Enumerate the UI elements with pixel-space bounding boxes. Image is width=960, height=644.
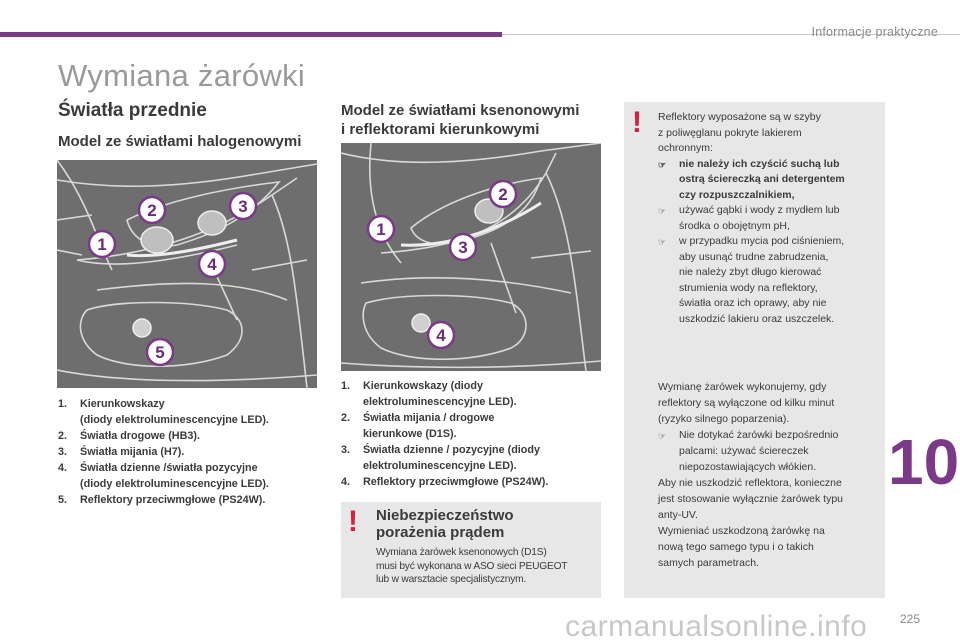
list-item: ☞ używać gąbki i wody z mydłem lub środka o obojętnym pH, (658, 203, 882, 234)
warning-title: Niebezpieczeństwo porażenia prądem (376, 507, 514, 541)
list-item: 3. Światła mijania (H7). (58, 446, 185, 458)
callout-4 (428, 322, 454, 348)
callout-1 (368, 216, 394, 242)
warning-icon: ! (632, 106, 642, 139)
callout-2 (139, 197, 165, 223)
callout-1 (89, 231, 115, 257)
list-item: 1. Kierunkowskazy (58, 398, 165, 410)
section-title: Informacje praktyczne (811, 25, 938, 39)
svg-text:4: 4 (207, 255, 217, 274)
list-item: (diody elektroluminescencyjne LED). (80, 478, 269, 490)
list-item: ☞ nie należy ich czyścić suchą lub ostrą ściereczką ani detergentem czy rozpuszczalnikiem, (658, 157, 882, 204)
watermark: carmanualsonline.info (565, 610, 868, 643)
pointing-hand-icon: ☞ (658, 159, 667, 170)
list-item: 2. Światła mijania / drogowe (341, 412, 495, 424)
svg-text:3: 3 (238, 197, 248, 216)
page-number: 225 (900, 612, 921, 626)
list-item: (diody elektroluminescencyjne LED). (80, 414, 269, 426)
list-item: 4. Reflektory przeciwmgłowe (PS24W). (341, 476, 549, 488)
list-item: ☞ Nie dotykać żarówki bezpośrednio palcami: używać ściereczek niepozostawiających włókien. (658, 429, 839, 473)
list-item: elektroluminescencyjne LED). (363, 396, 517, 408)
page-title: Wymiana żarówki (58, 58, 306, 93)
callout-3 (450, 234, 476, 260)
svg-text:4: 4 (436, 326, 446, 345)
xenon-heading-line2: i reflektorami kierunkowymi (341, 121, 540, 138)
pointing-hand-icon: ☞ (658, 237, 667, 247)
cleaning-instructions: Reflektory wyposażone są w szyby z poliwęglanu pokryte lakierem ochronnym: ☞ nie należy ich czyścić suchą lub ostrą ściereczką ani detergentem czy rozpuszczalnikiem, ☞ używać gąbki i wody z mydłem lub środka o obojętnym pH, ☞ w przypadku mycia pod ciśnieniem, aby usunąć trudne zabrudzenia, nie należy zbyt długo kierować strumienia wody na reflektory, światła oraz ich oprawy, aby nie uszkodzić lakieru oraz uszczelek. (658, 110, 882, 327)
halogen-heading: Model ze światłami halogenowymi (58, 133, 302, 150)
list-item: ☞ w przypadku mycia pod ciśnieniem, aby usunąć trudne zabrudzenia, nie należy zbyt długo kierować strumienia wody na reflektory, światła oraz ich oprawy, aby nie uszkodzić lakieru oraz uszczelek. (658, 234, 882, 327)
svg-text:3: 3 (458, 238, 468, 257)
list-item: elektroluminescencyjne LED). (363, 460, 517, 472)
list-item: 3. Światła dzienne / pozycyjne (diody (341, 444, 540, 456)
halogen-headlight-illustration (57, 160, 317, 388)
svg-text:5: 5 (155, 343, 165, 362)
xenon-headlight-drawing (341, 143, 601, 371)
front-lights-heading: Światła przednie (58, 100, 207, 121)
pointing-hand-icon: ☞ (658, 206, 667, 216)
halogen-headlight-drawing (57, 160, 317, 388)
warning-text: Wymiana żarówek ksenonowych (D1S) musi być wykonana w ASO sieci PEUGEOT lub w warsztacie specjalistycznym. (376, 547, 568, 585)
list-item: 1. Kierunkowskazy (diody (341, 380, 483, 392)
warning-icon: ! (348, 505, 358, 538)
list-item: 5. Reflektory przeciwmgłowe (PS24W). (58, 494, 266, 506)
callout-5 (147, 339, 173, 365)
xenon-heading-line1: Model ze światłami ksenonowymi (341, 102, 580, 119)
xenon-headlight-illustration (341, 143, 601, 371)
callout-3 (230, 193, 256, 219)
list-item: 2. Światła drogowe (HB3). (58, 430, 200, 442)
svg-text:1: 1 (97, 235, 107, 254)
svg-text:2: 2 (498, 185, 508, 204)
svg-text:1: 1 (376, 220, 386, 239)
xenon-bulb-list (341, 378, 611, 490)
list-item: 4. Światła dzienne /światła pozycyjne (58, 462, 258, 474)
pointing-hand-icon: ☞ (658, 431, 667, 441)
replacement-instructions: Wymianę żarówek wykonujemy, gdy reflektory są wyłączone od kilku minut (ryzyko silnego poparzenia). ☞ Nie dotykać żarówki bezpośrednio palcami: używać ściereczek niepozostawiających włókien. Aby nie uszkodzić reflektora, konieczne jest stosowanie wyłącznie żarówek typu anty-UV. Wymieniać uszkodzoną żarówkę na nową tego samego typu i o takich samych parametrach. (658, 379, 882, 571)
header-accent-bar (0, 32, 502, 37)
callout-4 (199, 251, 225, 277)
svg-text:2: 2 (147, 201, 157, 220)
halogen-bulb-list (58, 396, 328, 508)
xenon-heading (341, 101, 611, 139)
chapter-number: 10 (888, 426, 960, 498)
list-item: kierunkowe (D1S). (363, 428, 457, 440)
callout-2 (490, 181, 516, 207)
